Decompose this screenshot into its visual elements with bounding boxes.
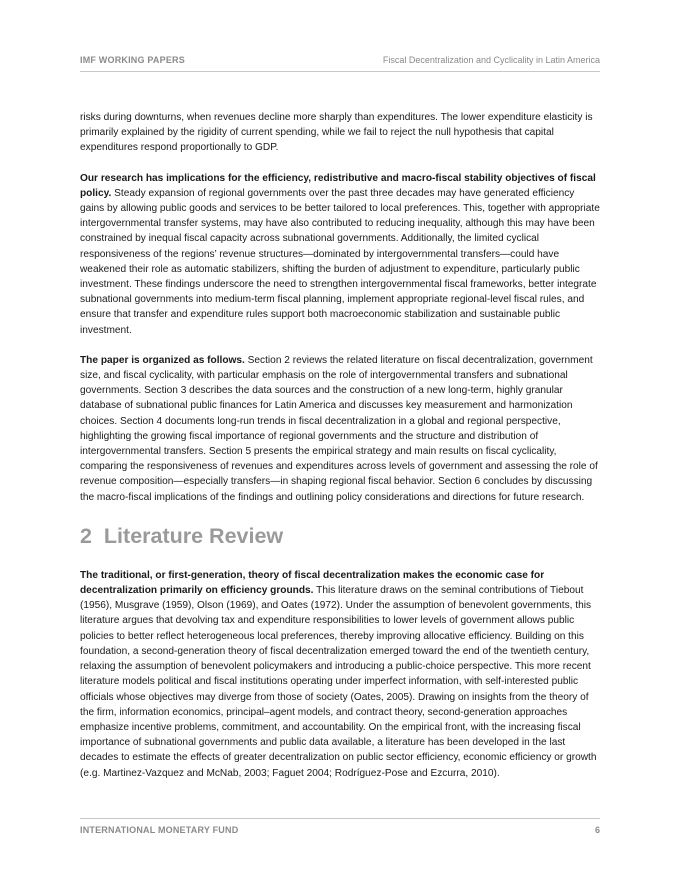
paragraph-lead: The paper is organized as follows. xyxy=(80,354,245,366)
running-footer xyxy=(80,825,600,837)
paragraph xyxy=(80,171,600,338)
body-text xyxy=(80,110,600,796)
paragraph-text: Section 2 reviews the related literature on fiscal decentralization, government size, and fiscal cyclicality, with particular emphasis on the role of intergovernmental transfers and subnational governments. Section 3 describes the data sources and the construction of a new long-term, highly granular database of subnational public finances for Latin America and discusses key measurement and harmonization choices. Section 4 documents long-run trends in fiscal decentralization in a global and regional perspective, highlighting the growing fiscal importance of regional governments and the structure and distribution of intergovernmental transfers. Section 5 presents the empirical strategy and main results on fiscal cyclicality, comparing the responsiveness of revenues and expenditures across levels of government and assessing the role of revenue composition—especially transfers—in shaping regional fiscal behavior. Section 6 concludes by discussing the macro-fiscal implications of the findings and outlining policy considerations and directions for future research. xyxy=(80,354,598,503)
footer-divider xyxy=(80,818,600,819)
paragraph-lead: Our research has implications for the efficiency, redistributive and macro-fiscal stability objectives of fiscal policy. xyxy=(80,172,596,199)
section-heading xyxy=(80,523,600,549)
paragraph-lead: The traditional, or first-generation, theory of fiscal decentralization makes the economic case for decentralization primarily on efficiency grounds. xyxy=(80,569,545,597)
page-number: 6 xyxy=(594,825,600,835)
paragraph-text: Steady expansion of regional governments over the past three decades may have generated efficiency gains by allowing public goods and services to be better tailored to local preferences. This, together with appropriate intergovernmental transfer systems, may have also contributed to reducing inequality, although this may have been constrained by inequal fiscal capacity across subnational governments. Additionally, the limited cyclical responsiveness of the regions’ revenue structures—dominated by intergovernmental transfers—could have weakened their role as automatic stabilizers, shifting the burden of adjustment to expenditure, particularly public investment. These findings underscore the need to strengthen intergovernmental fiscal frameworks, better integrate subnational governments into medium-term fiscal planning, implement appropriate regional-level fiscal rules, and ensure that transfer and expenditure rules support both macroeconomic stabilization and sustainable public investment. xyxy=(80,187,600,336)
paragraph xyxy=(80,110,600,156)
header-paper-title: Fiscal Decentralization and Cyclicality in Latin America xyxy=(382,55,600,65)
section-number: 2 xyxy=(80,523,92,548)
paragraph xyxy=(80,568,600,781)
paragraph xyxy=(80,353,600,505)
paragraph-text: risks during downturns, when revenues decline more sharply than expenditures. The lower expenditure elasticity is primarily explained by the rigidity of current spending, while we fail to reject the null hypothesis that capital expenditures respond proportionally to GDP. xyxy=(80,112,593,154)
header-divider xyxy=(80,71,600,72)
header-series-title: IMF WORKING PAPERS xyxy=(80,55,185,65)
footer-publisher: INTERNATIONAL MONETARY FUND xyxy=(80,825,239,835)
section-title: Literature Review xyxy=(103,523,284,548)
paragraph-text: This literature draws on the seminal contributions of Tiebout (1956), Musgrave (1959), Olson (1969), and Oates (1972). Under the assumption of benevolent governments, this literature argues that devolving tax and expenditure responsibilities to lower levels of government allows public policies to better reflect heterogeneous local preferences, thereby improving allocative efficiency. Building on this foundation, a second-generation theory of fiscal decentralization emerged toward the end of the twentieth century, relaxing the assumption of benevolent policymakers and introducing a public-choice perspective. This more recent literature models political and fiscal institutions operating under imperfect information, with self-interested public officials whose objectives may diverge from those of society (Oates, 2005). Drawing on insights from the theory of the firm, information economics, principal–agent models, and contract theory, second-generation approaches emphasize incentive problems, commitment, and accountability. On the empirical front, with the increasing fiscal importance of subnational governments and public data available, a literature has been developed in the last decades to estimate the effects of greater decentralization on public sector efficiency, economic efficiency or growth (e.g. Martinez-Vazquez and McNab, 2003; Faguet 2004; Rodríguez-Pose and Ezcurra, 2010). xyxy=(80,585,597,779)
running-header xyxy=(80,55,600,67)
